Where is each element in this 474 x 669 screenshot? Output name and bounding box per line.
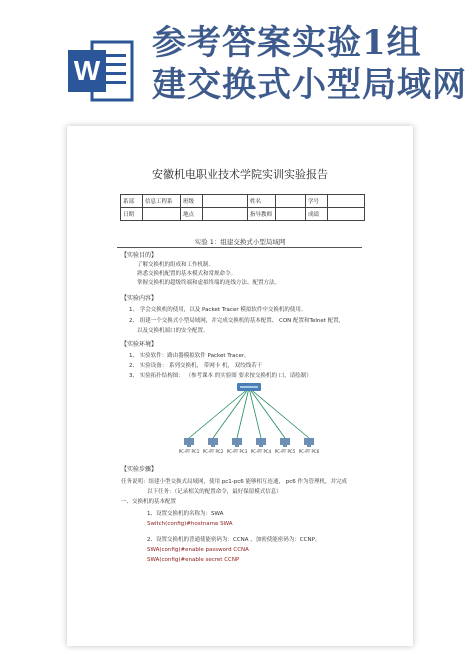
info-cell <box>143 208 181 221</box>
info-cell: 地点 <box>181 208 203 221</box>
info-cell: 系部 <box>121 195 143 208</box>
document-page <box>67 126 413 646</box>
info-cell: 学号 <box>306 195 328 208</box>
info-row-2 <box>121 208 365 221</box>
word-icon <box>66 36 136 106</box>
purpose-heading: 【实验目的】 <box>121 252 158 259</box>
steps-line: 一、交换机的基本配置 <box>121 499 177 505</box>
info-cell: 成绩 <box>306 208 328 221</box>
info-cell: 日期 <box>121 208 143 221</box>
info-cell <box>203 208 248 221</box>
purpose-item: 掌握交换机的超级终端和虚拟终端的连线方法、配置方法。 <box>137 280 281 286</box>
divider <box>117 247 362 248</box>
experiment-title: 实验 1：组建交换式小型局域网 <box>194 238 286 246</box>
banner-title-line1: 参考答案实验1组 <box>152 23 422 63</box>
content-heading: 【实验内容】 <box>121 295 158 302</box>
command-line: Switch(config)#hostname SWA <box>147 521 233 527</box>
info-cell <box>276 208 306 221</box>
document-title: 安徽机电职业技术学院实训实验报告 <box>152 168 328 181</box>
environment-item: 3、 实验拓扑结构图： （参考课本 的实验图 要求按交换机的 口，请绘制） <box>129 373 312 379</box>
network-topology-diagram <box>179 380 319 464</box>
info-cell: 指导教师 <box>248 208 276 221</box>
steps-line: 2、设置交换机的普通使能密码为：CCNA ，加密使能密码为：CCNP。 <box>147 537 321 543</box>
info-cell: 信息工程系 <box>143 195 181 208</box>
pc-label: PC-PT PC4 <box>250 449 272 454</box>
steps-heading: 【实验步骤】 <box>121 466 158 473</box>
info-cell: 班级 <box>181 195 203 208</box>
info-cell <box>276 195 306 208</box>
pc-label: PC-PT PC1 <box>179 449 200 454</box>
steps-line: 以下任务：（记录相关的配置命令，最好保留模式信息） <box>147 489 282 495</box>
network-links <box>189 388 309 438</box>
purpose-item: 熟悉交换机配置的基本模式和常规命令。 <box>137 271 237 277</box>
info-cell <box>328 195 365 208</box>
word-logo-letter: W <box>73 55 101 86</box>
info-row-1 <box>121 195 365 208</box>
environment-item: 2、 实验设备： 系列交换机， 带网卡 机， 双绞线若干 <box>129 363 263 369</box>
content-item: 以及交换机端口的安全配置。 <box>137 328 209 334</box>
command-line: SWA(config)#enable secret CCNP <box>147 557 240 563</box>
environment-heading: 【实验环境】 <box>121 341 158 348</box>
banner-title-line2: 建交换式小型局域网 <box>152 65 467 105</box>
steps-line: 任务说明：组建小型交换式局域网，使用 pc1-pc6 能够相互连通， pc6 作为管理机，并完成 <box>121 479 348 485</box>
pc-label: PC-PT PC5 <box>274 449 296 454</box>
pc-label: PC-PT PC3 <box>226 449 248 454</box>
steps-line: 1、设置交换机的名称为：SWA <box>147 511 224 517</box>
pc-icons <box>184 438 314 447</box>
pc-label: PC-PT PC2 <box>202 449 224 454</box>
switch-icon <box>237 383 261 391</box>
info-cell: 姓名 <box>248 195 276 208</box>
content-item: 1、 学会交换机的使用，以及 Packet Tracer 模拟软件中交换机的使用。 <box>129 307 307 313</box>
environment-item: 1、 实验软件：路由器模拟软件 Packet Tracer。 <box>129 353 250 359</box>
info-cell <box>328 208 365 221</box>
command-line: SWA(config)#enable password CCNA <box>147 547 249 553</box>
banner <box>0 0 474 112</box>
content-item: 2、 组建一个交换式小型局域网，并完成交换机的基本配置、 CON 配置和Telnet 配置， <box>129 318 345 324</box>
purpose-item: 了解交换机的组成和工作机制。 <box>137 262 215 268</box>
banner-title <box>152 22 472 106</box>
info-table <box>120 194 365 221</box>
info-cell <box>203 195 248 208</box>
pc-label: PC-PT PC6 <box>298 449 319 454</box>
